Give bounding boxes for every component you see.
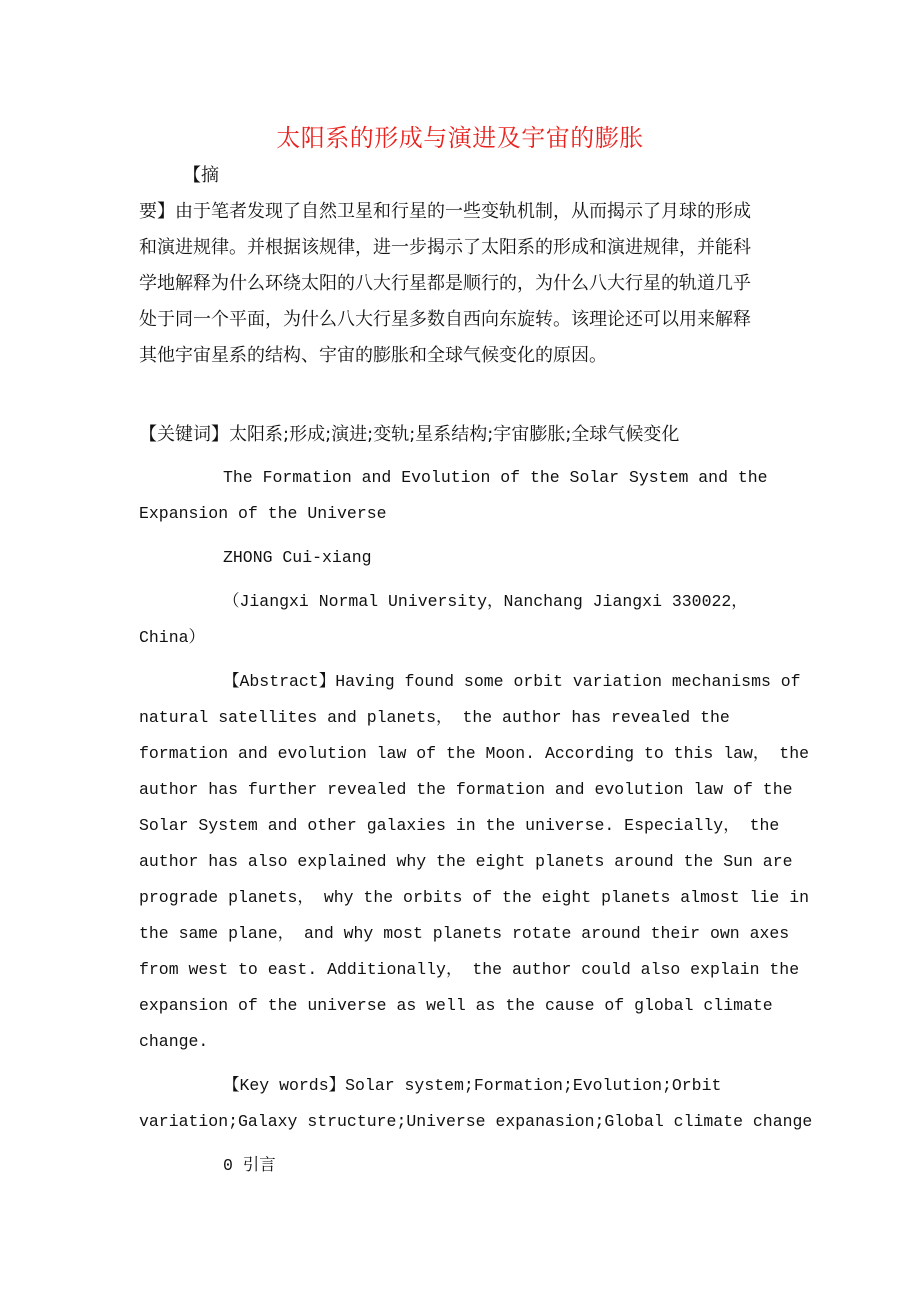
- title-en-line: Expansion of the Universe: [139, 504, 387, 523]
- abstract-en-line: expansion of the universe as well as the cause of global climate: [139, 996, 773, 1015]
- abstract-en-line: 【Abstract】Having found some orbit variation mechanisms of: [223, 672, 801, 691]
- abstract-en-line: author has also explained why the eight planets around the Sun are: [139, 852, 793, 871]
- keywords-en-line: 【Key words】Solar system;Formation;Evolution;Orbit: [223, 1076, 722, 1095]
- keywords-en-line: variation;Galaxy structure;Universe expanasion;Global climate change: [139, 1112, 813, 1131]
- abstract-en-line: from west to east. Additionally， the author could also explain the: [139, 960, 800, 979]
- abstract-en-line: natural satellites and planets， the author has revealed the: [139, 708, 730, 727]
- abstract-cn-line: 要】由于笔者发现了自然卫星和行星的一些变轨机制，从而揭示了月球的形成: [139, 201, 751, 222]
- keywords-cn: 【关键词】太阳系;形成;演进;变轨;星系结构;宇宙膨胀;全球气候变化: [139, 424, 680, 445]
- abstract-cn-line: 处于同一个平面，为什么八大行星多数自西向东旋转。该理论还可以用来解释: [139, 309, 751, 330]
- abstract-en-line: author has further revealed the formation and evolution law of the: [139, 780, 793, 799]
- affiliation-line: （Jiangxi Normal University，Nanchang Jiangxi 330022，: [223, 592, 748, 611]
- author-en: ZHONG Cui-xiang: [223, 548, 372, 567]
- affiliation: [139, 584, 789, 656]
- title-en-line: The Formation and Evolution of the Solar System and the: [223, 468, 768, 487]
- document-title: 太阳系的形成与演进及宇宙的膨胀: [276, 124, 644, 152]
- abstract-cn: [139, 194, 779, 374]
- abstract-en-line: formation and evolution law of the Moon. According to this law， the: [139, 744, 810, 763]
- abstract-en-line: change.: [139, 1032, 209, 1051]
- keywords-en: [139, 1068, 813, 1140]
- abstract-en-line: prograde planets， why the orbits of the eight planets almost lie in: [139, 888, 810, 907]
- abstract-en-line: the same plane， and why most planets rotate around their own axes: [139, 924, 790, 943]
- abstract-en-line: Solar System and other galaxies in the universe. Especially， the: [139, 816, 780, 835]
- abstract-en: [139, 664, 810, 1060]
- abstract-cn-label: 【摘: [183, 165, 219, 186]
- abstract-cn-line: 学地解释为什么环绕太阳的八大行星都是顺行的，为什么八大行星的轨道几乎: [139, 273, 751, 294]
- section-heading: 0 引言: [223, 1156, 276, 1175]
- abstract-cn-line: 和演进规律。并根据该规律，进一步揭示了太阳系的形成和演进规律，并能科: [139, 237, 751, 258]
- abstract-cn-line: 其他宇宙星系的结构、宇宙的膨胀和全球气候变化的原因。: [139, 345, 607, 366]
- affiliation-line: China）: [139, 628, 206, 647]
- title-en: [139, 460, 789, 532]
